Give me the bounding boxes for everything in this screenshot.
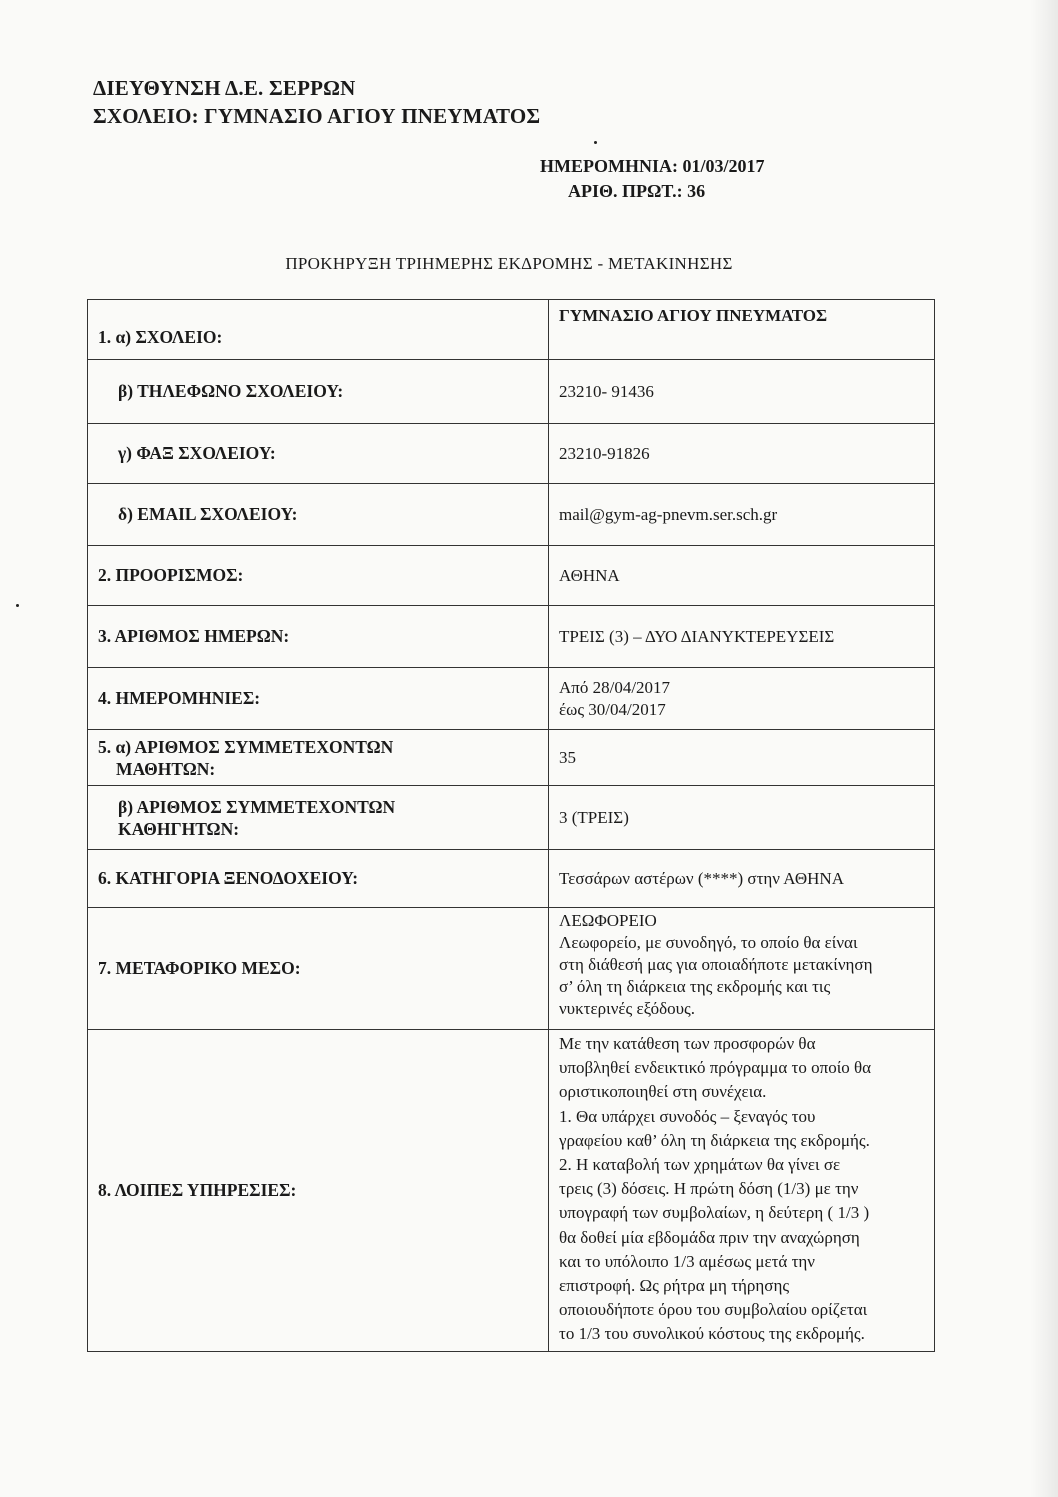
text-line: και το υπόλοιπο 1/3 αμέσως μετά την <box>559 1251 815 1271</box>
protocol-number: ΑΡΙΘ. ΠΡΩΤ.: 36 <box>568 181 706 201</box>
row-label: γ) ΦΑΞ ΣΧΟΛΕΙΟΥ: <box>88 424 549 484</box>
document-title: ΠΡΟΚΗΡΥΞΗ ΤΡΙΗΜΕΡΗΣ ΕΚΔΡΟΜΗΣ - ΜΕΤΑΚΙΝΗΣΗΣ <box>285 254 733 273</box>
row-label: 6. ΚΑΤΗΓΟΡΙΑ ΞΕΝΟΔΟΧΕΙΟΥ: <box>88 850 549 908</box>
table-row <box>88 908 935 1030</box>
table-row <box>88 668 935 730</box>
table-row <box>88 300 935 360</box>
text-line: οριστικοποιηθεί στη συνέχεια. <box>559 1082 767 1102</box>
text-line: τρεις (3) δόσεις. Η πρώτη δόση (1/3) με την <box>559 1179 859 1199</box>
school-heading: ΣΧΟΛΕΙΟ: ΓΥΜΝΑΣΙΟ ΑΓΙΟΥ ΠΝΕΥΜΑΤΟΣ <box>93 104 541 128</box>
text-line: Με την κατάθεση των προσφορών θα <box>559 1034 816 1053</box>
row-value: 35 <box>549 730 935 786</box>
row-label: 4. ΗΜΕΡΟΜΗΝΙΕΣ: <box>88 668 549 730</box>
text-line: 2. Η καταβολή των χρημάτων θα γίνει σε <box>559 1155 841 1175</box>
scan-speck <box>16 604 19 607</box>
row-label: 8. ΛΟΙΠΕΣ ΥΠΗΡΕΣΙΕΣ: <box>88 1030 549 1352</box>
date-to: έως 30/04/2017 <box>559 699 666 719</box>
row-value <box>549 908 935 1030</box>
table-row <box>88 606 935 668</box>
row-label: 7. ΜΕΤΑΦΟΡΙΚΟ ΜΕΣΟ: <box>88 908 549 1030</box>
text-line: επιστροφή. Ως ρήτρα μη τήρησης <box>559 1276 790 1296</box>
text-line: το 1/3 του συνολικού κόστους της εκδρομής. <box>559 1324 865 1344</box>
text-line: γραφείου καθ’ όλη τη διάρκεια της εκδρομής. <box>559 1130 870 1150</box>
row-label: 3. ΑΡΙΘΜΟΣ ΗΜΕΡΩΝ: <box>88 606 549 668</box>
text-line: υπογραφή των συμβολαίων, η δεύτερη ( 1/3 ) <box>559 1203 870 1223</box>
table-row <box>88 730 935 786</box>
scan-speck <box>594 141 597 144</box>
table-row <box>88 360 935 424</box>
table-row <box>88 484 935 546</box>
text-line: οποιουδήποτε όρου του συμβολαίου ορίζεται <box>559 1300 868 1320</box>
row-value: ΓΥΜΝΑΣΙΟ ΑΓΙΟΥ ΠΝΕΥΜΑΤΟΣ <box>549 300 935 360</box>
text-line: σ’ όλη τη διάρκεια της εκδρομής και τις <box>559 977 831 996</box>
text-line: ΛΕΩΦΟΡΕΙΟ <box>559 911 657 930</box>
row-label: β) ΤΗΛΕΦΩΝΟ ΣΧΟΛΕΙΟΥ: <box>88 360 549 424</box>
date-from: Από 28/04/2017 <box>559 677 671 697</box>
table-row <box>88 850 935 908</box>
table-row <box>88 424 935 484</box>
label-line: 5. α) ΑΡΙΘΜΟΣ ΣΥΜΜΕΤΕΧΟΝΤΩΝ <box>98 736 394 757</box>
document-date: ΗΜΕΡΟΜΗΝΙΑ: 01/03/2017 <box>540 156 765 176</box>
row-label <box>88 730 549 786</box>
label-line: ΚΑΘΗΓΗΤΩΝ: <box>118 818 240 839</box>
text-line: νυκτερινές εξόδους. <box>559 999 695 1018</box>
row-label: 2. ΠΡΟΟΡΙΣΜΟΣ: <box>88 546 549 606</box>
directorate-heading: ΔΙΕΥΘΥΝΣΗ Δ.Ε. ΣΕΡΡΩΝ <box>93 76 356 100</box>
table-row <box>88 1030 935 1352</box>
row-value: mail@gym-ag-pnevm.ser.sch.gr <box>549 484 935 546</box>
row-value: ΤΡΕΙΣ (3) – ΔΥΟ ΔΙΑΝΥΚΤΕΡΕΥΣΕΙΣ <box>549 606 935 668</box>
table-row <box>88 546 935 606</box>
text-line: στη διάθεσή μας για οποιαδήποτε μετακίνηση <box>559 955 873 974</box>
text-line: θα δοθεί μία εβδομάδα πριν την αναχώρηση <box>559 1227 860 1247</box>
row-value: Τεσσάρων αστέρων (****) στην ΑΘΗΝΑ <box>549 850 935 908</box>
row-value: 23210-91826 <box>549 424 935 484</box>
table-row <box>88 786 935 850</box>
trip-details-table <box>87 299 935 1352</box>
text-line: υποβληθεί ενδεικτικό πρόγραμμα το οποίο θα <box>559 1058 872 1078</box>
row-value <box>549 668 935 730</box>
label-line: β) ΑΡΙΘΜΟΣ ΣΥΜΜΕΤΕΧΟΝΤΩΝ <box>118 796 396 817</box>
row-value: 3 (ΤΡΕΙΣ) <box>549 786 935 850</box>
page-edge-shadow <box>1030 0 1058 1497</box>
text-line: Λεωφορείο, με συνοδηγό, το οποίο θα είναι <box>559 933 858 952</box>
row-value <box>549 1030 935 1352</box>
row-label: 1. α) ΣΧΟΛΕΙΟ: <box>88 300 549 360</box>
row-value: ΑΘΗΝΑ <box>549 546 935 606</box>
row-value: 23210- 91436 <box>549 360 935 424</box>
label-line: ΜΑΘΗΤΩΝ: <box>116 758 216 779</box>
row-label: δ) EMAIL ΣΧΟΛΕΙΟΥ: <box>88 484 549 546</box>
row-label <box>88 786 549 850</box>
text-line: 1. Θα υπάρχει συνοδός – ξεναγός του <box>559 1106 816 1126</box>
